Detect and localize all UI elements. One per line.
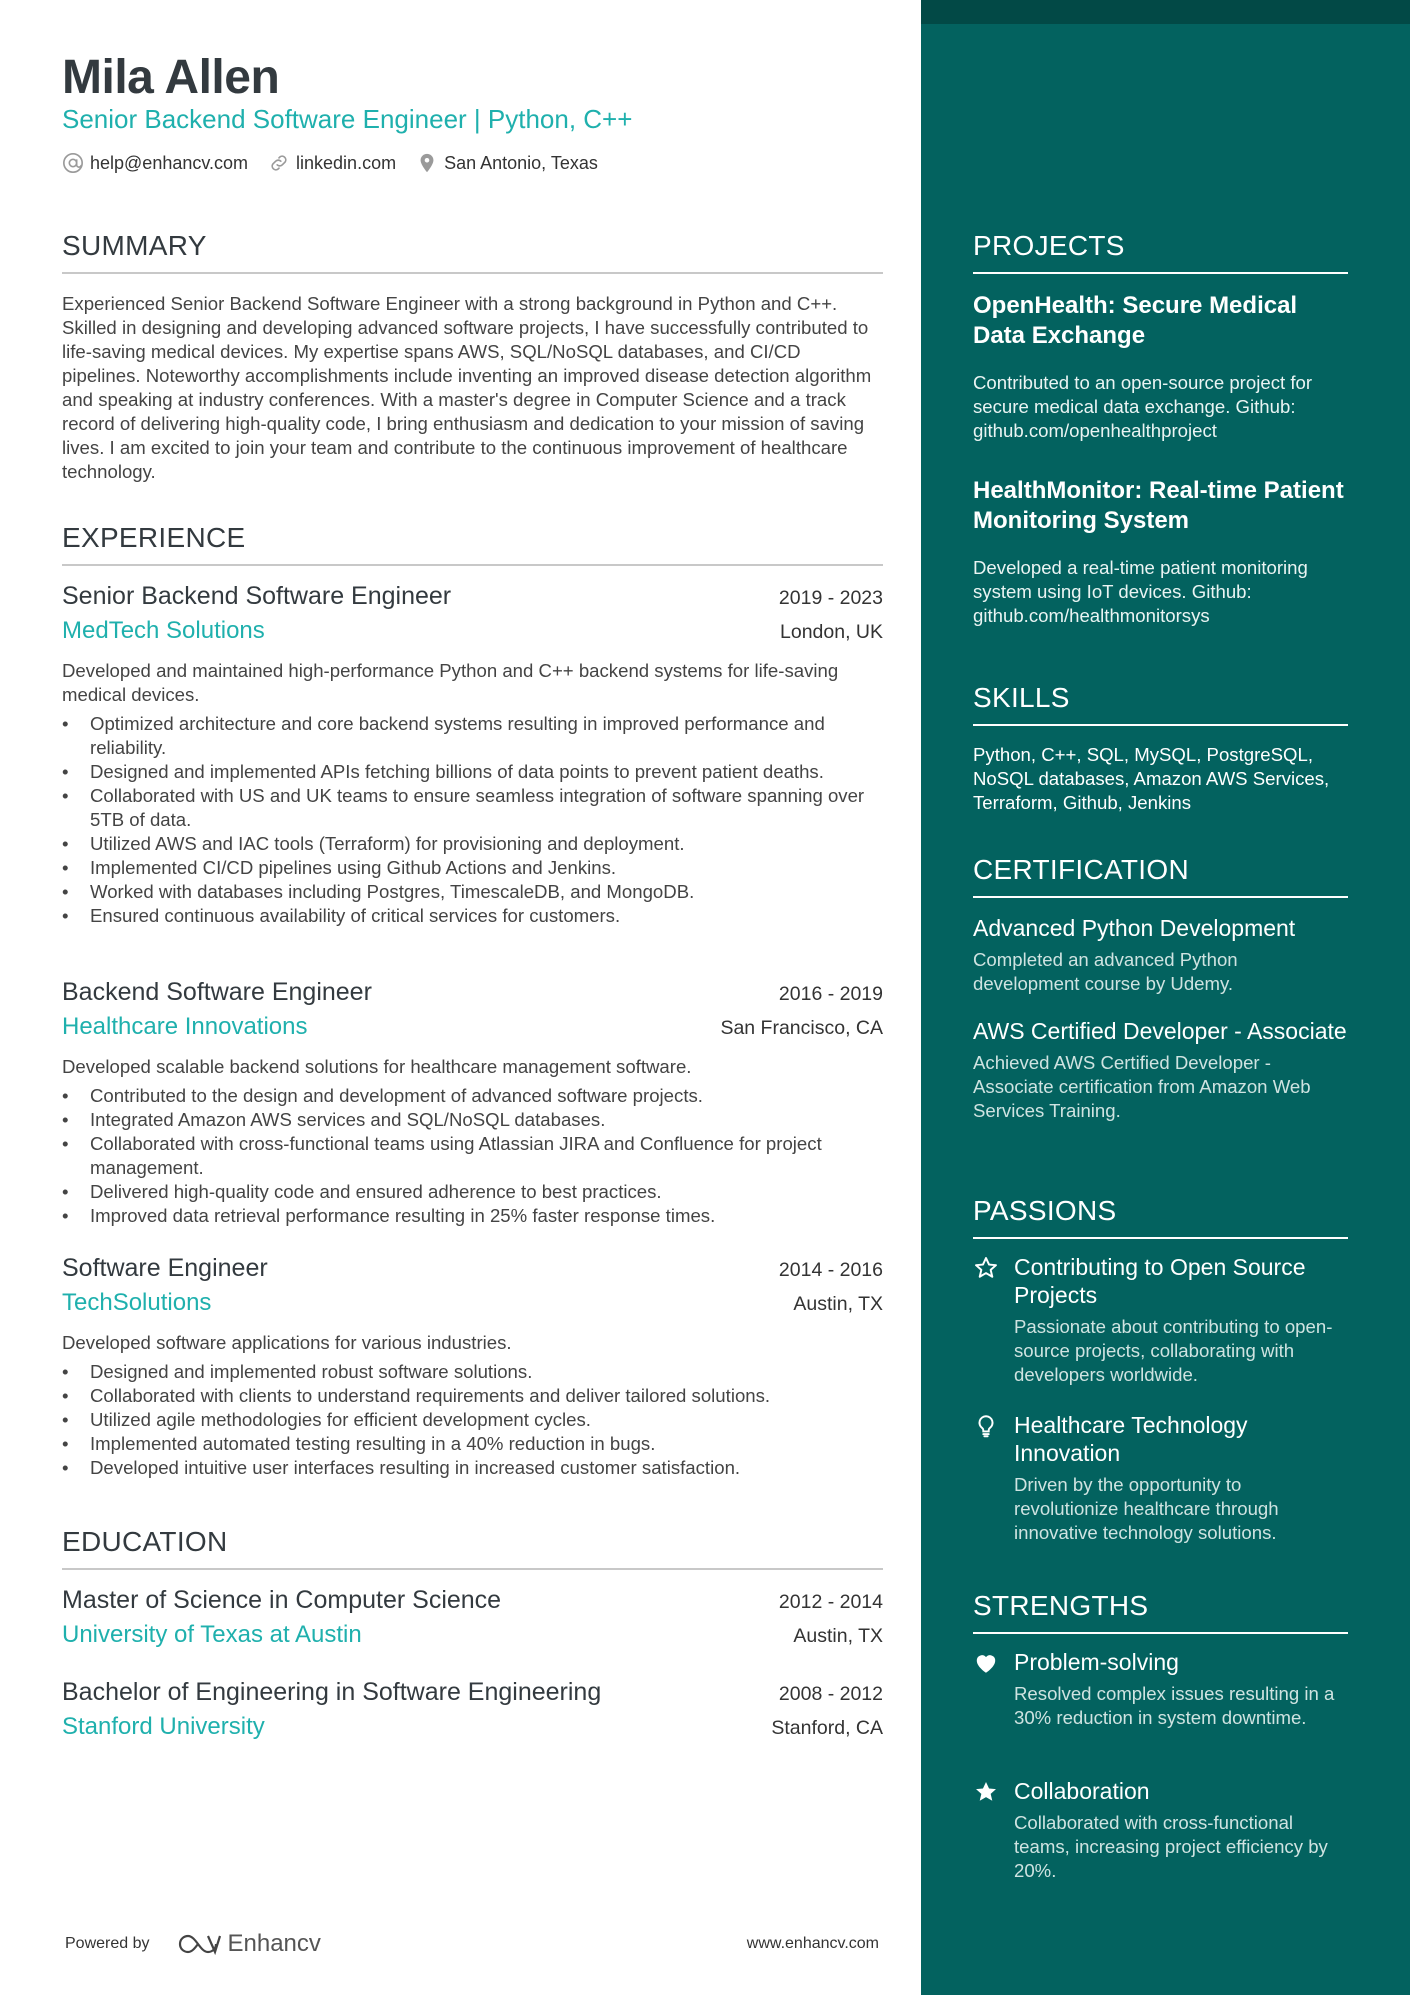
job-dates: 2016 - 2019 [778,983,883,1005]
job-entry [62,1254,883,1480]
bullet-item: • Collaborated with cross-functional teams using Atlassian JIRA and Confluence for project management. [62,1132,883,1180]
candidate-name: Mila Allen [62,51,280,104]
passion-item [973,1253,1348,1387]
certification-item [973,1017,1348,1123]
lightbulb-icon [973,1413,999,1439]
website-link[interactable]: www.enhancv.com [746,1935,879,1952]
strength-title: Collaboration [1014,1778,1150,1804]
experience-heading: EXPERIENCE [62,522,883,566]
job-role: Software Engineer [62,1254,268,1282]
school-location: Stanford, CA [771,1717,883,1739]
contact-bar [62,152,618,174]
star-icon [973,1779,999,1805]
enhancv-brand: Enhancv [227,1930,321,1957]
sidebar [921,0,1410,1995]
school-location: Austin, TX [793,1625,883,1647]
certification-heading: CERTIFICATION [973,854,1348,898]
project-item [973,476,1348,628]
bullet-item: • Collaborated with US and UK teams to ensure seamless integration of software spanning over 5TB of data. [62,784,883,832]
bullet-item: • Delivered high-quality code and ensured adherence to best practices. [62,1180,883,1204]
candidate-title: Senior Backend Software Engineer | Python, C++ [62,104,633,134]
powered-by [65,1930,321,1958]
strength-description: Collaborated with cross-functional teams, increasing project efficiency by 20%. [1014,1812,1328,1881]
linkedin-text: linkedin.com [296,152,397,173]
heart-icon [973,1650,999,1676]
degree: Master of Science in Computer Science [62,1586,502,1614]
bullet-item: • Improved data retrieval performance resulting in 25% faster response times. [62,1204,883,1228]
certification-title: AWS Certified Developer - Associate [973,1018,1347,1044]
passion-title: Contributing to Open Source Projects [1014,1254,1306,1308]
skills-heading: SKILLS [973,682,1348,726]
bullet-item: • Contributed to the design and development of advanced software projects. [62,1084,883,1108]
certification-title: Advanced Python Development [973,915,1296,941]
enhancv-logo-icon [176,1932,222,1956]
contact-email[interactable] [62,152,248,174]
bullet-item: • Integrated Amazon AWS services and SQL/NoSQL databases. [62,1108,883,1132]
job-location: San Francisco, CA [720,1017,883,1039]
job-bullets [62,712,883,928]
bullet-item: • Implemented CI/CD pipelines using Github Actions and Jenkins. [62,856,883,880]
certification-item [973,914,1348,996]
passion-item [973,1411,1348,1545]
bullet-item: • Ensured continuous availability of critical services for customers. [62,904,883,928]
bullet-item: • Designed and implemented robust software solutions. [62,1360,883,1384]
degree: Bachelor of Engineering in Software Engineering [62,1678,602,1706]
education-heading: EDUCATION [62,1526,883,1570]
passion-title: Healthcare Technology Innovation [1014,1412,1248,1466]
job-bullets [62,1360,883,1480]
contact-linkedin[interactable] [268,152,396,174]
bullet-item: • Collaborated with clients to understand requirements and deliver tailored solutions. [62,1384,883,1408]
education-entry [62,1678,883,1741]
footer [65,1930,879,1958]
strength-item [973,1777,1348,1883]
bullet-item: • Implemented automated testing resulting in a 40% reduction in bugs. [62,1432,883,1456]
job-company: MedTech Solutions [62,617,265,644]
project-title: OpenHealth: Secure Medical Data Exchange [973,292,1298,349]
job-entry [62,978,883,1228]
bullet-item: • Designed and implemented APIs fetching billions of data points to prevent patient deaths. [62,760,883,784]
at-icon [62,152,84,174]
project-description: Contributed to an open-source project for secure medical data exchange. Github: github.com/openhealthproject [973,372,1313,441]
education-entry [62,1586,883,1649]
projects-heading: PROJECTS [973,230,1348,274]
job-bullets [62,1084,883,1228]
location-text: San Antonio, Texas [444,152,598,173]
bullet-item: • Optimized architecture and core backend systems resulting in improved performance and reliability. [62,712,883,760]
contact-location [416,152,598,174]
job-location: London, UK [780,621,883,643]
education-dates: 2008 - 2012 [778,1683,883,1705]
job-description: Developed and maintained high-performance Python and C++ backend systems for life-saving medical devices. [62,660,839,705]
project-description: Developed a real-time patient monitoring system using IoT devices. Github: github.com/healthmonitorsys [973,557,1308,626]
enhancv-logo[interactable] [176,1930,321,1958]
bullet-item: • Utilized AWS and IAC tools (Terraform) for provisioning and deployment. [62,832,883,856]
passion-description: Passionate about contributing to open-source projects, collaborating with developers worldwide. [1014,1316,1333,1385]
strength-title: Problem-solving [1014,1649,1179,1675]
location-pin-icon [416,152,438,174]
summary-heading: SUMMARY [62,230,883,274]
school: University of Texas at Austin [62,1621,362,1648]
bullet-item: • Worked with databases including Postgres, TimescaleDB, and MongoDB. [62,880,883,904]
job-dates: 2019 - 2023 [778,587,883,609]
powered-by-label: Powered by [65,1935,150,1952]
job-company: Healthcare Innovations [62,1013,308,1040]
strength-description: Resolved complex issues resulting in a 30% reduction in system downtime. [1014,1683,1335,1728]
skills-text: Python, C++, SQL, MySQL, PostgreSQL, NoSQL databases, Amazon AWS Services, Terraform, Github, Jenkins [973,744,1330,813]
job-description: Developed scalable backend solutions for healthcare management software. [62,1056,692,1077]
job-dates: 2014 - 2016 [778,1259,883,1281]
project-item [973,291,1348,443]
sidebar-top-band [921,0,1410,24]
education-dates: 2012 - 2014 [778,1591,883,1613]
job-entry [62,582,883,928]
summary-text: Experienced Senior Backend Software Engineer with a strong background in Python and C++. Skilled in designing and developing advanced software projects, I have successfully contributed to life-saving medical devices. My expertise spans AWS, SQL/NoSQL databases, and CI/CD pipelines. Noteworthy accomplishments include inventing an improved disease detection algorithm and speaking at industry conferences. With a master's degree in Computer Science and a track record of delivering high-quality code, I bring enthusiasm and dedication to your mission of saving lives. I am excited to join your team and contribute to the continuous improvement of healthcare technology. [62,293,872,482]
job-role: Senior Backend Software Engineer [62,582,452,610]
passion-description: Driven by the opportunity to revolutionize healthcare through innovative technology solutions. [1014,1474,1279,1543]
job-role: Backend Software Engineer [62,978,372,1006]
project-title: HealthMonitor: Real-time Patient Monitoring System [973,477,1344,534]
job-company: TechSolutions [62,1289,212,1316]
star-outline-icon [973,1255,999,1281]
strengths-heading: STRENGTHS [973,1590,1348,1634]
link-icon [268,152,290,174]
passions-heading: PASSIONS [973,1195,1348,1239]
email-text: help@enhancv.com [90,152,249,173]
bullet-item: • Utilized agile methodologies for efficient development cycles. [62,1408,883,1432]
job-description: Developed software applications for various industries. [62,1332,512,1353]
job-location: Austin, TX [793,1293,883,1315]
school: Stanford University [62,1713,265,1740]
strength-item [973,1648,1348,1730]
certification-description: Completed an advanced Python development course by Udemy. [973,949,1238,994]
certification-description: Achieved AWS Certified Developer - Associate certification from Amazon Web Services Training. [973,1052,1311,1121]
bullet-item: • Developed intuitive user interfaces resulting in increased customer satisfaction. [62,1456,883,1480]
